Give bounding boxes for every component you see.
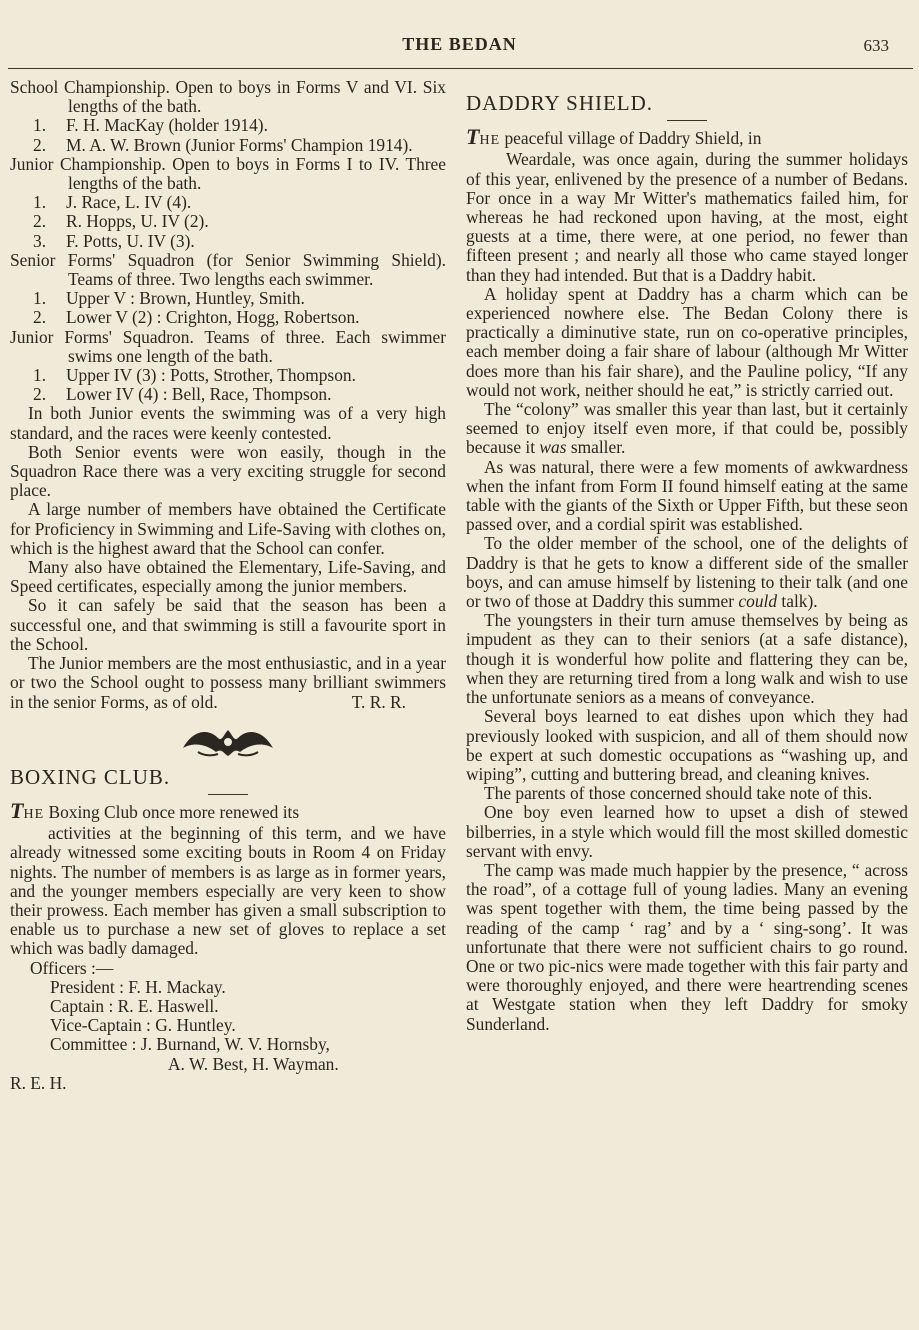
article-signature: T. R. R. <box>351 691 406 712</box>
journal-title: THE BEDAN <box>402 34 517 54</box>
heading-rule <box>667 120 707 121</box>
boxing-club-heading: BOXING CLUB. <box>10 764 171 789</box>
ornament-icon <box>178 724 278 760</box>
senior-squadron-title: Senior Forms' Squadron (for Senior Swimming Shield). Teams of three. Two lengths each swimmer. <box>10 249 446 290</box>
paragraph: A holiday spent at Daddry has a charm which can be experienced nowhere else. The Bedan Colony there is practically a diminutive state, run on co-operative principles, each member doing a fair share of labour (although Mr Witter does more than his fair share), and the Pauline policy, “If any would not work, neither should he eat,” is strictly carried out. <box>466 283 908 400</box>
paragraph: Weardale, was once again, during the summer holidays of this year, enlivened by the presence of a number of Bedans. For once in a way Mr Witter's mathematics failed him, for whereas he had reckoned upon having, at the most, eight guests at a time, there were, at one period, no fewer than fifteen present ; and nearly all those who came stayed longer than they had intended. But that is a Daddry habit. <box>466 149 908 285</box>
paragraph: So it can safely be said that the season has been a successful one, and that swimming is still a favourite sport in the School. <box>10 595 446 654</box>
paragraph: One boy even learned how to upset a dish of stewed bilberries, in a style which would fill the most skilled domestic servant with envy. <box>466 802 908 861</box>
committee-entry-continued: A. W. Best, H. Wayman. <box>168 1053 339 1074</box>
boxing-club-intro: THE Boxing Club once more renewed its <box>10 797 300 823</box>
paragraph: To the older member of the school, one of the delights of Daddry is that he gets to know a different side of the smaller boys, and can amuse himself by listening to their talk (and one or two of those at Daddry this summer could talk). <box>466 533 908 612</box>
result-item: 2. Lower IV (4) : Bell, Race, Thompson. <box>33 384 332 405</box>
daddry-shield-heading: DADDRY SHIELD. <box>466 91 654 115</box>
result-item: 3. F. Potts, U. IV (3). <box>33 230 195 251</box>
daddry-shield-intro: THE peaceful village of Daddry Shield, in <box>466 124 762 150</box>
result-item: 1. Upper V : Brown, Huntley, Smith. <box>33 288 305 309</box>
paragraph: The Junior members are the most enthusiastic, and in a year or two the School ought to possess many brilliant swimmers in the senior Forms, as of old. T. R. R. <box>10 653 446 712</box>
officers-label: Officers :— <box>30 957 114 978</box>
article-signature: R. E. H. <box>10 1072 67 1093</box>
junior-squadron-title: Junior Forms' Squadron. Teams of three. Each swimmer swims one length of the bath. <box>10 326 446 366</box>
junior-squadron-results <box>10 366 446 404</box>
school-championship-results <box>10 116 446 154</box>
junior-championship-title: Junior Championship. Open to boys in Forms I to IV. Three lengths of the bath. <box>10 153 446 194</box>
paragraph: The youngsters in their turn amuse themselves by being as impudent as they can to their seniors (at a safe distance), though it is wonderful how polite and flattering they can be, when they are returning tired from a long walk and wish to use the unfortunate seniors as a means of conveyance. <box>466 610 908 708</box>
paragraph: Both Senior events were won easily, though in the Squadron Race there was a very exciting struggle for second place. <box>10 441 446 501</box>
paragraph: The parents of those concerned should take note of this. <box>484 783 873 804</box>
running-header <box>0 34 919 56</box>
right-column <box>466 78 908 1034</box>
paragraph: The camp was made much happier by the presence, “ across the road”, of a cottage full of young ladies. Many an evening was spent together with them, the time being passed by the reading of the camp ‘ rag’ and by a ‘ sing-song’. It was unfortunate that there were not sufficient chairs to go round. One or two pic-nics were made together with this fair party and were thoroughly enjoyed, and there were heartrending scenes at Westgate station when they left Daddry for smoky Sunderland. <box>466 859 908 1034</box>
drop-cap: T <box>466 124 480 150</box>
junior-championship-results <box>10 193 446 251</box>
paragraph: In both Junior events the swimming was of a very high standard, and the races were keenly contested. <box>10 403 446 443</box>
result-item: 1. F. H. MacKay (holder 1914). <box>33 115 268 136</box>
boxing-club-paragraph: activities at the beginning of this term, and we have already witnessed some exciting bouts in Room 4 on Friday nights. The number of members is as large as in former years, and the younger members especially are very keen to show their prowess. Each member has given a small subscription to enable us to purchase a new set of gloves to replace a set which was badly damaged. <box>10 823 446 959</box>
officer-entry: Captain : R. E. Haswell. <box>50 995 219 1016</box>
officers-list <box>10 959 446 1093</box>
officer-entry: President : F. H. Mackay. <box>50 976 226 997</box>
senior-squadron-results <box>10 289 446 327</box>
paragraph: A large number of members have obtained the Certificate for Proficiency in Swimming and Life-Saving with clothes on, which is the highest award that the School can confer. <box>10 499 446 558</box>
paragraph: The “colony” was smaller this year than last, but it certainly seemed to enjoy itself even more, if that could be, possibly because it was smaller. <box>466 399 908 458</box>
paragraph: Many also have obtained the Elementary, Life-Saving, and Speed certificates, especially among the junior members. <box>10 557 446 597</box>
committee-entry: Committee : J. Burnand, W. V. Hornsby, <box>50 1034 330 1055</box>
paragraph: Several boys learned to eat dishes upon which they had previously looked with suspicion, and all of them should now be expert at such domestic occupations as “washing up, and wiping”, cutting and buttering bread, and cleaning knives. <box>466 706 908 784</box>
officer-entry: Vice-Captain : G. Huntley. <box>50 1015 236 1036</box>
result-item: 2. Lower V (2) : Crighton, Hogg, Robertson. <box>33 307 360 328</box>
header-rule <box>8 68 913 69</box>
drop-cap: T <box>10 797 24 823</box>
result-item: 2. M. A. W. Brown (Junior Forms' Champion 1914). <box>33 134 413 155</box>
result-item: 1. Upper IV (3) : Potts, Strother, Thompson. <box>33 365 356 386</box>
heading-rule <box>208 794 248 795</box>
school-championship-title: School Championship. Open to boys in Forms V and VI. Six lengths of the bath. <box>10 77 446 117</box>
page-number: 633 <box>863 36 889 55</box>
paragraph: As was natural, there were a few moments of awkwardness when the infant from Form II found himself eating at the same table with the giants of the Sixth or Upper Fifth, but these seon passed over, and a cordial spirit was established. <box>466 456 908 535</box>
result-item: 1. J. Race, L. IV (4). <box>33 192 192 213</box>
left-column <box>10 78 446 1093</box>
result-item: 2. R. Hopps, U. IV (2). <box>33 211 209 232</box>
